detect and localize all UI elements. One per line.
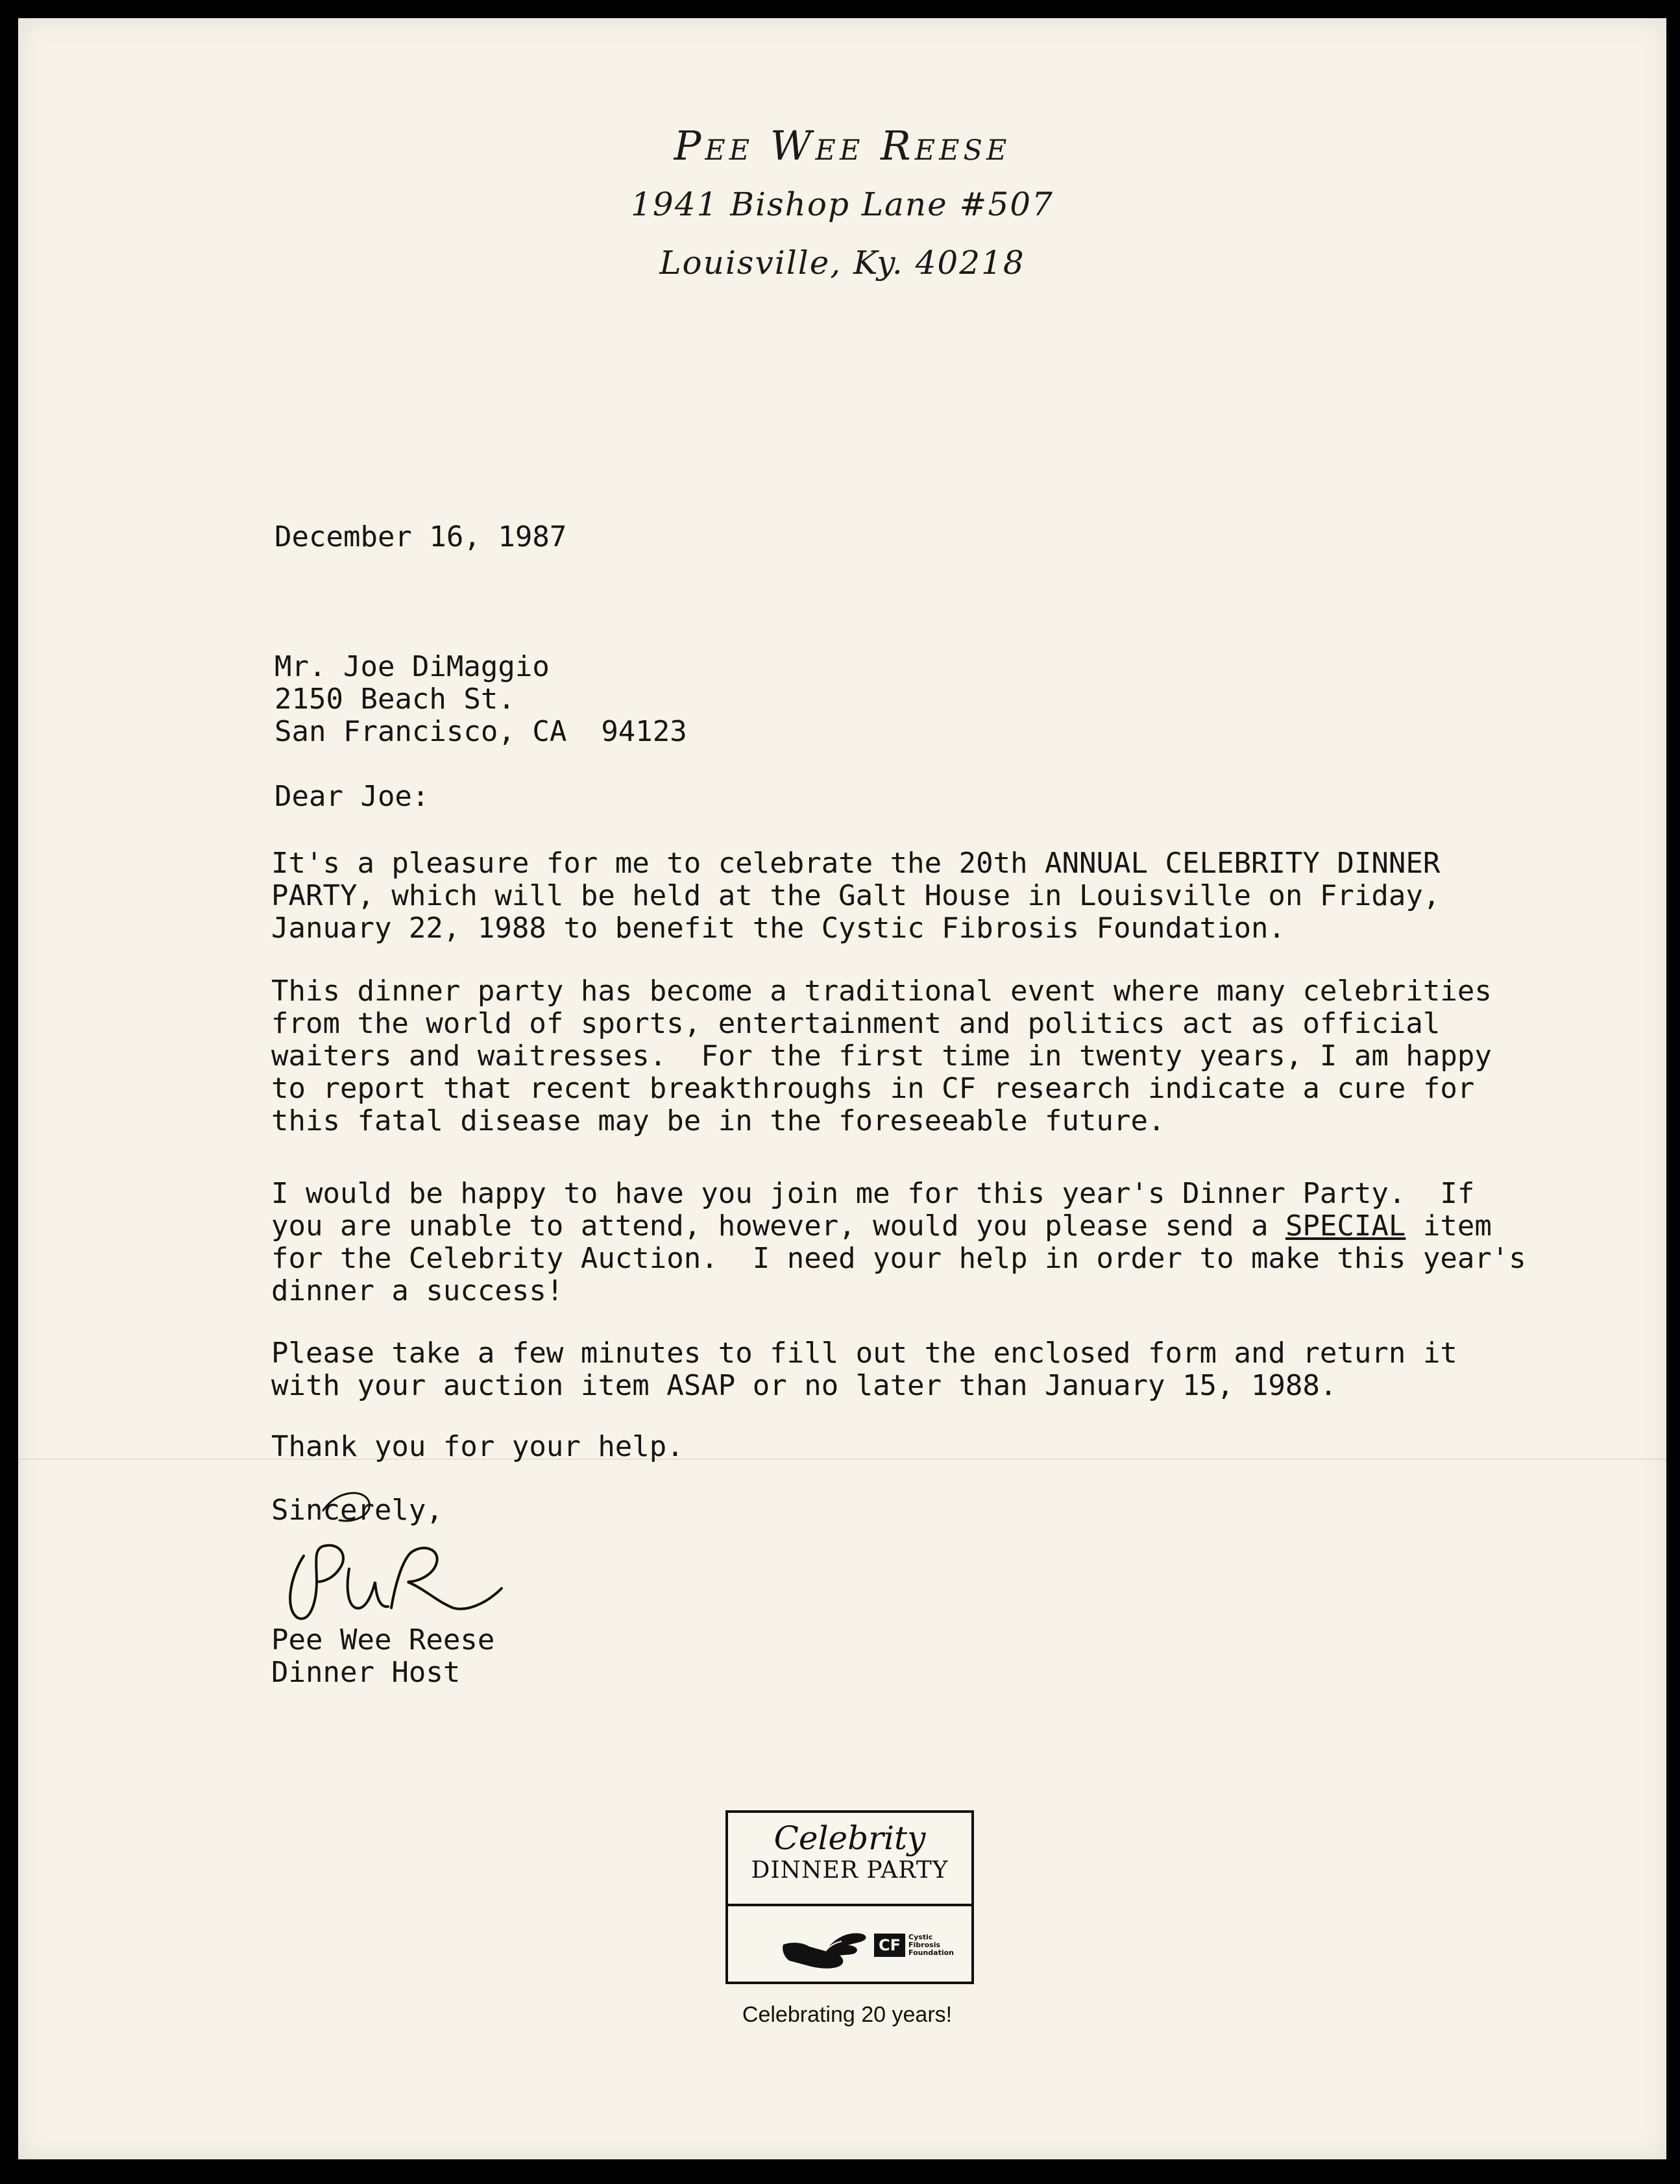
paragraph-line: This dinner party has become a traditional event where many celebrities (271, 975, 1492, 1008)
logo-emblem-area (728, 1906, 971, 1982)
paragraph-line: I would be happy to have you join me for this year's Dinner Party. If (271, 1177, 1475, 1210)
logo-celebrity-text: Celebrity (773, 1819, 926, 1857)
celebrating-tagline: Celebrating 20 years! (742, 2002, 953, 2027)
paragraph-line: for the Celebrity Auction. I need your help in order to make this year's (271, 1242, 1526, 1275)
paragraph-line: this fatal disease may be in the foreseeable future. (271, 1104, 1165, 1137)
letter-date: December 16, 1987 (274, 520, 567, 553)
paragraph-line: waiters and waitresses. For the first time in twenty years, I am happy (271, 1039, 1492, 1073)
recipient-address (274, 651, 687, 748)
letterhead-address-street: 1941 Bishop Lane #507 (631, 186, 1054, 223)
paragraph-line-part: you are unable to attend, however, would you please send a (271, 1209, 1285, 1243)
handwritten-signature (278, 1485, 511, 1640)
closing: Sincerely, (271, 1494, 443, 1527)
letterhead-name: Pee Wee Reese (674, 122, 1011, 169)
paragraph-line: dinner a success! (271, 1274, 564, 1307)
paragraph-3 (271, 1178, 1526, 1307)
signer-name: Pee Wee Reese (271, 1623, 495, 1656)
paragraph-line: It's a pleasure for me to celebrate the 20th ANNUAL CELEBRITY DINNER (271, 847, 1441, 880)
paragraph-line: with your auction item ASAP or no later than January 15, 1988. (271, 1369, 1337, 1402)
paragraph-line: to report that recent breakthroughs in CF research indicate a cure for (271, 1072, 1475, 1105)
recipient-city: San Francisco, CA 94123 (274, 715, 687, 748)
cf-foundation-mark: CF (874, 1934, 905, 1957)
paper-fold-line (18, 1459, 1666, 1460)
celebrity-dinner-party-logo (725, 1810, 974, 1984)
paragraph-line: January 22, 1988 to benefit the Cystic Fibrosis Foundation. (271, 912, 1285, 945)
paragraph-line: PARTY, which will be held at the Galt House in Louisville on Friday, (271, 879, 1441, 912)
recipient-street: 2150 Beach St. (274, 683, 515, 716)
cf-foundation-text: Cystic Fibrosis Foundation (908, 1933, 955, 1957)
paragraph-4 (271, 1337, 1457, 1402)
paragraph-line-part: item (1406, 1209, 1492, 1243)
paragraph-2 (271, 975, 1492, 1137)
logo-title-area (728, 1813, 971, 1906)
waiter-hand-icon (780, 1915, 871, 1974)
signer-title: Dinner Host (271, 1656, 461, 1689)
thanks-line: Thank you for your help. (271, 1430, 684, 1463)
recipient-name: Mr. Joe DiMaggio (274, 650, 550, 683)
paragraph-1 (271, 847, 1440, 945)
letterhead-address-city: Louisville, Ky. 40218 (659, 244, 1025, 282)
special-emphasis: SPECIAL (1285, 1209, 1406, 1243)
paragraph-line: from the world of sports, entertainment and politics act as official (271, 1007, 1441, 1040)
signer-block (271, 1624, 494, 1689)
paragraph-line: Please take a few minutes to fill out the enclosed form and return it (271, 1337, 1457, 1370)
letter-page (18, 18, 1666, 2159)
logo-dinner-party-text: DINNER PARTY (751, 1857, 949, 1884)
salutation: Dear Joe: (274, 780, 430, 813)
